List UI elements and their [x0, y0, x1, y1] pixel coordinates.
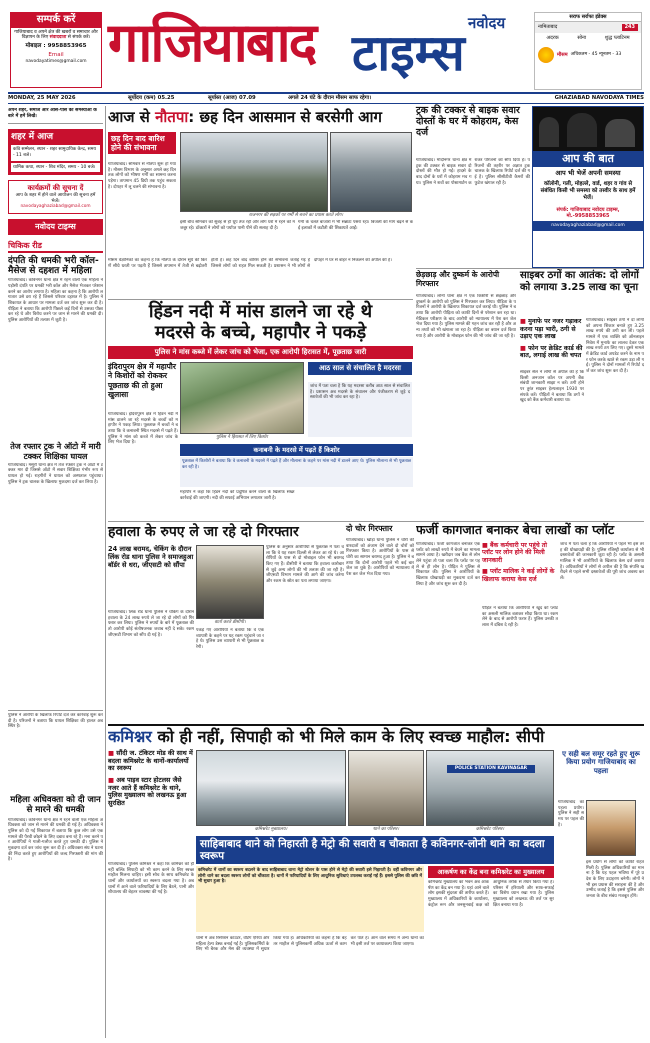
- market-item: अदरक: [546, 34, 559, 41]
- commissioner-body: गाजियाबाद। पुलिस कमिश्नर ने कहा कि कमिश्नर को ही नहीं बल्कि सिपाही को भी काम करने के लिए स्वच्छ माहौल मिलना चाहिए। इसी सोच के साथ कमिश्नरेट के थानों और कार्यालयों का स्वरूप बदला गया है। अब थानों में आने वाले फरियादियों के लिए बैठने, पानी और शौचालय की बेहतर व्यवस्था की गई है।: [108, 862, 194, 896]
- brand-name: टाइम्स: [352, 24, 465, 82]
- market-item: सोना: [577, 34, 587, 41]
- right-top-headline: ट्रक की टक्कर से बाइक सवार दोस्तों के घर में कोहराम, केस दर्ज: [416, 105, 520, 138]
- hawala-photo: [196, 545, 264, 619]
- hindan-photo-caption: पुलिस ने हिरासत में लिए किशोर: [216, 435, 268, 440]
- lead-body: गाजियाबाद। सोमवार से नौतपा शुरू हो गया है। मौसम विभाग के अनुसार अगले छह दिन तक लोगों को भीषण गर्मी का सामना करना पड़ेगा। तापमान 45 डिग्री तक पहुंच सकता है। दोपहर में लू चलने की संभावना है।: [108, 162, 176, 190]
- mid-right-story-title: छेड़छाड़ और दुष्कर्म के आरोपी गिरफ्तार: [416, 270, 500, 288]
- hawala-body: गाजियाबाद। लिंक रोड थाना पुलिस ने चेकिंग के दौरान हवाला के 24 लाख रुपये ले जा रहे दो लोगों को गिरफ्तार कर लिया। पुलिस ने रुपयों के बारे में पूछताछ की तो आरोपी कोई संतोषजनक जवाब नहीं दे सके। रकम जीएसटी विभाग को सौंप दी गई है।: [108, 610, 194, 638]
- lead-kicker: आज से: [108, 108, 150, 126]
- mid-right-story-body: गाजियाबाद। लोनी थाना क्षेत्र में एक किशोरी से छेड़छाड़ और दुष्कर्म के आरोपी को पुलिस ने गिरफ्तार कर लिया। पीड़िता के परिजनों ने आरोपी के खिलाफ शिकायत दर्ज कराई थी। पुलिस ने बताया कि आरोपी पीड़िता को काफी दिनों से परेशान कर रहा था। मेडिकल परीक्षण के बाद आरोपी को न्यायालय में पेश कर जेल भेज दिया गया है। पुलिस मामले की गहन जांच कर रही है और अन्य तथ्यों को भी खंगाला जा रहा है। पीड़िता का बयान दर्ज किया गया है और आरोपी के मोबाइल फोन की भी जांच की जा रही है।: [416, 294, 516, 339]
- fake-point: [482, 568, 558, 583]
- commissioner-points: [108, 750, 194, 808]
- fake-body: पीड़ित ने बताया कि आरोपियों ने खुद को प्लॉट का असली मालिक बताकर सौदा किया था। रकम लेने के बाद से आरोपी फरार हैं। पुलिस उनकी तलाश में दबिश दे रही है।: [482, 606, 558, 629]
- city-item: धार्मिक कथा, स्थान - शिव मंदिर, समय - 10 बजे।: [11, 163, 100, 173]
- lead-photo-caption: राजनगर की सड़कों पर गर्मी से बचने का प्रयास करते लोग।: [248, 213, 344, 218]
- weather-label: मौसम: [557, 51, 568, 58]
- hindan-bar-body: पूछताछ में किशोरों ने बताया कि वे कनाबनी के मदरसे में पढ़ते हैं और मौलाना के कहने पर मांस नदी में डालने आए थे। पुलिस मौलाना से भी पूछताछ कर रही है।: [180, 457, 413, 487]
- weather-detail: अधिकतम - 45 न्यूनतम - 33: [570, 51, 622, 57]
- lead-body: मौसम वैज्ञानिकों का कहना है कि नौतपा के दौरान सूर्य की किरणें सीधे धरती पर पड़ती हैं जिससे तापमान में तेजी से बढ़ोतरी होती है। छह दिन बाद बारिश होने की संभावना जताई गई है जिससे लोगों को राहत मिल सकती है। प्रशासन ने भी लोगों से दोपहर में घर से बाहर न निकलने की अपील की है।: [108, 258, 392, 269]
- sahibabad-body: थानों में अब रिसेप्शन काउंटर, वेटिंग एरिया और महिला हेल्प डेस्क बनाई गई है। पुलिसकर्मियों के लिए भी बैरक और मेस की व्यवस्था में सुधार किया गया है। अधिकारियों का कहना है कि बेहतर माहौल से पुलिसकर्मी अधिक ऊर्जा से काम कर पाते हैं। आने वाले समय में अन्य थानों का भी इसी तर्ज पर कायाकल्प किया जाएगा।: [196, 936, 424, 953]
- aap-ki-baat-sub: आप भी भेजें अपनी समस्या: [555, 168, 621, 177]
- hindan-headline-line2: मदरसे के बच्चे, महापौर ने पकड़े: [154, 321, 367, 343]
- hindan-body: महापौर ने कहा कि हिंडन नदी को प्रदूषित करने वालों के खिलाफ सख्त कार्रवाई की जाएगी। नदी की सफाई अभियान लगातार जारी है।: [180, 490, 295, 501]
- commissioner-caption-3: कमिश्नरेट परिसर।: [475, 827, 505, 832]
- fake-body: जांच में पता चला है कि आरोपियों ने पहले भी इस तरह की धोखाधड़ी की है। पुलिस रजिस्ट्री कार्यालय से भी दस्तावेजों की जानकारी जुटा रही है। प्लॉट के असली मालिक ने भी आरोपियों के खिलाफ केस दर्ज कराया है। अधिकारियों ने लोगों से अपील की है कि संपत्ति खरीदने से पहले सभी दस्तावेजों की पूरी जांच अवश्य कर लें।: [560, 542, 644, 582]
- promo-right-body: गाजियाबाद का पहला प्रयोग। पुलिस ने सही समय पर पहल की है।: [558, 800, 584, 828]
- left-story-body: गाजियाबाद। कविनगर थाना क्षेत्र में रहने वाली एक महिला अधिवक्ता को जान से मारने की धमकी दी गई है। अधिवक्ता ने पुलिस को दी गई शिकायत में बताया कि कुछ लोग उसे एक मामले की पैरवी छोड़ने के लिए दबाव बना रहे हैं। मना करने पर आरोपियों ने गाली-गलौज करते हुए धमकी दी। पुलिस ने मुकदमा दर्ज कर जांच शुरू कर दी है। अधिवक्ता संघ ने घटना की निंदा करते हुए आरोपियों की जल्द गिरफ्तारी की मांग की है।: [8, 817, 103, 863]
- fake-point: [482, 542, 558, 564]
- hindan-tag-body: जांच में पता चला है कि यह मदरसा करीब आठ साल से संचालित है। प्रशासन अब मदरसे के संचालन और पंजीकरण से जुड़े दस्तावेजों की भी जांच कर रहा है।: [308, 382, 412, 437]
- hindan-tag-box: आठ साल से संचालित है मदरसा: [308, 362, 412, 375]
- market-items: [535, 33, 641, 43]
- sahibabad-lede: कमिश्नरेट में थानों का स्वरूप बदलने के बाद साहिबाबाद थाना मेट्रो स्टेशन के पास होने से मेट्रो की सवारी इसे निहारती है। वहीं कविनगर और लोनी थाने का बदला स्वरूप लोगों को चौंकाता है। थानों में फरियादियों के लिए आधुनिक सुविधाएं उपलब्ध कराई गई हैं। इससे पुलिस की छवि में भी सुधार हुआ है।: [196, 866, 424, 932]
- city-box-title: शहर में आज: [11, 132, 54, 143]
- promo-highlight: संवाददाता: [49, 35, 67, 41]
- promo-right-photo: [586, 800, 636, 856]
- lead-headline-text: : छह दिन आसमान से बरसेगी आग: [188, 108, 382, 126]
- left-story-title: तेज रफ्तार ट्रक ने ऑटो में मारी टक्कर शिक्षिका घायल: [10, 442, 101, 461]
- intro-note: अपने शहर, समाज और आस-पास की समस्याओं के बारे में हमें लिखें।: [8, 108, 103, 124]
- side-story-title: दो चोर गिरफ्तार: [346, 524, 393, 533]
- left-story-body: गाजियाबाद। कविनगर थाना क्षेत्र में रहने वाली एक महिला ने पड़ोसी दंपति पर धमकी भरी कॉल और मैसेज भेजकर परेशान करने का आरोप लगाया है। महिला का कहना है कि आरोपी लगातार उसे डरा रहे हैं जिससे परिवार दहशत में है। पुलिस ने शिकायत के आधार पर मामला दर्ज कर जांच शुरू कर दी है। पीड़िता ने बताया कि आरोपी पिछले कई दिनों से उसका पीछा कर रहे थे और विरोध करने पर जान से मारने की धमकी दी। पुलिस आरोपियों की तलाश में जुटी है।: [8, 278, 103, 324]
- row-divider: [108, 521, 644, 522]
- lead-body: इसी बीच सोमवार को सुबह से ही धूप तेज रही और लोग घरों में रहने को मजबूर रहे। डॉक्टरों ने लोगों को पर्याप्त पानी पीने की सलाह दी है।: [180, 220, 295, 231]
- bullet-icon: ■: [520, 344, 529, 352]
- commissioner-headline-text: को ही नहीं, सिपाही को भी मिले काम के लिए स्वच्छ माहौल: सीपी: [157, 727, 545, 746]
- cyber-body: साइबर सेल ने लोगों से अपील की है कि किसी अनजान कॉल पर अपनी बैंक संबंधी जानकारी साझा न करें। ठगी होने पर तुरंत साइबर हेल्पलाइन 1930 पर संपर्क करें। पीड़ितों ने बताया कि ठगों ने खुद को बैंक कर्मचारी बताया था।: [520, 370, 584, 404]
- commissioner-point: [108, 750, 194, 773]
- sahibabad-box-body: कमिश्नरेट मुख्यालय का भवन अब आकर्षण का केंद्र बन गया है। यहां आने वाले लोग इसकी सुंदरता की तारीफ करते हैं। मुख्यालय में अधिकारियों के कार्यालय, कंट्रोल रूम और जनसुनवाई कक्ष को आधुनिक तरीके से तैयार किया गया है। परिसर में हरियाली और साफ-सफाई का विशेष ध्यान रखा गया है। पुलिस मुख्यालय को लखनऊ की तर्ज पर सुरक्षित बनाया गया है।: [428, 880, 554, 908]
- commissioner-point-text: अब पाइव स्टार होटलस जैसे नजर आते हैं कमिश्नरेट के थाने, पुलिस मुख्यालय को लखनऊ हुआ सुरक्षित: [108, 776, 187, 808]
- market-row: [535, 22, 641, 32]
- market-value: 243: [622, 24, 638, 30]
- police-station-sign: POLICE STATION KAVINAGAR: [447, 765, 535, 773]
- hindan-headline-line1: हिंडन नदी में मांस डालने जा रहे थे: [148, 301, 373, 322]
- fake-headline: फर्जी कागजात बनाकर बेचा लाखों का प्लॉट: [416, 522, 615, 537]
- left-story-title: महिला अधिवक्ता को दी जान से मारने की धमकी: [10, 795, 101, 815]
- fake-body: गाजियाबाद। फर्जी कागजात बनाकर एक प्लॉट को लाखों रुपये में बेचने का मामला सामने आया है। खरीदार जब बैंक से लोन लेने पहुंचा तो पता चला कि प्लॉट पर पहले से ही लोन है। पीड़ित ने पुलिस से शिकायत की। पुलिस ने आरोपियों के खिलाफ धोखाधड़ी का मुकदमा दर्ज कर लिया है और जांच शुरू कर दी है।: [416, 542, 480, 587]
- dateline: [8, 92, 644, 104]
- masthead: [0, 0, 650, 92]
- left-column: [8, 108, 103, 708]
- cyber-point-text: फोन पर क्रेडिट कार्ड की बात, लगाई लाख की चपत: [520, 344, 583, 360]
- commissioner-headline: [108, 724, 644, 746]
- bullet-icon: ■: [482, 568, 491, 576]
- market-box: [534, 12, 642, 90]
- promo-email: navodayatimes@gmail.com: [25, 59, 87, 65]
- promo-tail: से संपर्क करें।: [67, 35, 91, 41]
- left-column-lower: [8, 710, 103, 1038]
- row-divider: [416, 268, 644, 269]
- left-story-body: गाजियाबाद। मसूरी थाना क्षेत्र में तेज रफ्तार ट्रक ने ऑटो में टक्कर मार दी जिससे ऑटो में सवार शिक्षिका गंभीर रूप से घायल हो गई। राहगीरों ने घायल को अस्पताल पहुंचाया। पुलिस ने ट्रक चालक के खिलाफ मुकदमा दर्ज कर लिया है।: [8, 462, 103, 485]
- bullet-icon: ■: [108, 776, 117, 785]
- brand-city: गाजियाबाद: [108, 11, 316, 74]
- bullet-icon: ■: [482, 542, 491, 549]
- hindan-photo: [180, 362, 304, 434]
- aap-ki-baat-email: navodayaghaziabad@gmail.com: [533, 221, 643, 231]
- sahibabad-box-title: आकर्षण का केंद्र बना कमिश्नरेट का मुख्यालय: [428, 866, 554, 878]
- side-story-body: गाजियाबाद। खोड़ा थाना पुलिस ने चोरी की वारदातों को अंजाम देने वाले दो चोरों को गिरफ्तार किया है। आरोपियों के पास से चोरी का सामान बरामद हुआ है। पुलिस ने बताया कि दोनों आरोपी पहले भी कई बार जेल जा चुके हैं। आरोपियों को न्यायालय में पेश कर जेल भेज दिया गया।: [346, 538, 414, 578]
- aap-ki-baat-illustration: [533, 107, 643, 151]
- row-divider: [108, 299, 413, 300]
- complaint-title: कार्यक्रमों की सूचना दें: [27, 184, 84, 193]
- hindan-headline: [108, 302, 413, 343]
- bullet-icon: ■: [108, 749, 117, 757]
- left-story-body: पुलिस ने आरोपी के खिलाफ रिपोर्ट दर्ज कर कार्रवाई शुरू कर दी है। परिजनों ने बताया कि घायल शिक्षिका की हालत अब स्थिर है।: [8, 713, 103, 730]
- fake-points: [482, 542, 558, 583]
- commissioner-photo-1: [196, 750, 346, 826]
- cyber-headline: साइबर ठगों का आतंक: दो लोगों को लगाया 3.25 लाख का चूना: [520, 270, 639, 293]
- lead-body: गर्मी के चलते बाजारों में भी सन्नाटा पसरा रहा। बिजली की मांग बढ़ने से कई इलाकों में कटौती की शिकायतें आईं।: [298, 220, 413, 231]
- aap-ki-baat-contact: संपर्क: गाजियाबाद नवोदय टाइम्स, मो.-9958853965: [556, 206, 620, 220]
- cyber-points: [520, 318, 584, 360]
- hawala-photo-caption: वार्ता करते डीसीपी।: [214, 620, 246, 625]
- aap-ki-baat-title: आप की बात: [533, 151, 643, 167]
- promo-right-body: इस प्रयोग से लोगों को काफी राहत मिली है। पुलिस अधिकारियों का मानना है कि यह पहल भविष्य में पूरे प्रदेश के लिए उदाहरण बनेगी। लोगों ने भी इस प्रयास की सराहना की है और उम्मीद जताई है कि इससे पुलिस और जनता के बीच संबंध मजबूत होंगे।: [586, 860, 644, 900]
- weather-row: [535, 43, 641, 67]
- hawala-body: पुलिस के अनुसार आरोपियों से पूछताछ में पता चला कि वे यह रकम दिल्ली से लेकर आ रहे थे। आरोपियों के पास से दो मोबाइल फोन भी बरामद किए गए हैं। डीसीपी ने बताया कि हवाला कारोबार से जुड़े अन्य लोगों की भी तलाश की जा रही है। जीएसटी विभाग मामले की आगे की जांच करेगा और रकम के स्रोत का पता लगाया जाएगा।: [266, 545, 344, 585]
- cyber-point: [520, 318, 584, 341]
- promo-body: [11, 28, 101, 44]
- city-item: कवि सम्मेलन, स्थान - शहर सामुदायिक केन्द्र, समय - 11 बजे।: [11, 145, 100, 160]
- column-divider: [105, 106, 106, 1038]
- commissioner-photo-3: [426, 750, 554, 826]
- complaint-body: आप के शहर में होने वाले आयोजन की सूचना हमें भेजें।: [15, 193, 96, 204]
- promo-box: [10, 12, 102, 88]
- fake-point-text: प्लॉट मालिक ने कई लोगों के खिलाफ कराया केस दर्ज: [482, 568, 555, 583]
- lead-photo: [180, 132, 328, 212]
- hindan-strap: पुलिस ने मांस कब्जे में लेकर जांच को भेजा, एक आरोपी हिरासत में, पूछताछ जारी: [108, 346, 413, 359]
- lead-photo-side: [330, 132, 412, 212]
- aap-ki-baat-box: [532, 106, 644, 268]
- sahibabad-headline: साहिबाबाद थाने को निहारती है मेट्रो की सवारी व चौकाता है कविनगर-लोनी थाने का बदला स्वरूप: [196, 836, 554, 864]
- hindan-sub: इंदिरापुरम क्षेत्र में महापौर ने किशोरों को रोककर पूछताछ की तो हुआ खुलासा: [108, 362, 176, 400]
- promo-right-headline: ए सही बल समूर रहते हुए शुरू किया प्रयोग गाजियाबाद का पहला: [562, 750, 640, 775]
- section-label: चिकिक रीड: [8, 241, 103, 253]
- hindan-bar: कनाबनी के मदरसे में पढ़ते हैं किशोर: [180, 444, 413, 456]
- promo-title: सम्पर्क करें: [11, 13, 101, 28]
- fake-point-text: बैंक कर्मचारी पर पहुंचे तो प्लॉट पर लोन होने की मिली जानकारी: [482, 542, 547, 564]
- promo-mobile: मोबाइल : 9958853965: [25, 43, 87, 50]
- commissioner-point: [108, 777, 194, 808]
- hindan-body: गाजियाबाद। इंदिरापुरम क्षेत्र में हिंडन नदी में मांस डालने जा रहे मदरसे के बच्चों को महापौर ने पकड़ लिया। पूछताछ में बच्चों ने बताया कि वे कनाबनी स्थित मदरसे में पढ़ते हैं। पुलिस ने मांस को कब्जे में लेकर जांच के लिए भेज दिया है।: [108, 412, 178, 446]
- complaint-box: [8, 180, 103, 213]
- lead-headline: [108, 108, 413, 130]
- cyber-point: [520, 345, 584, 360]
- right-top-body: गाजियाबाद। मोदीनगर थाना क्षेत्र में ट्रक की टक्कर से बाइक सवार दो दोस्तों की मौत हो गई। हादसे के बाद दोनों के घरों में कोहराम मच गया। पुलिस ने शवों का पोस्टमार्टम कराकर परिजनों को सौंप दिया है। परिजनों की तहरीर पर अज्ञात ट्रक चालक के खिलाफ रिपोर्ट दर्ज की गई है। पुलिस सीसीटीवी कैमरों की फुटेज खंगाल रही है।: [416, 158, 530, 186]
- lead-kicker-red: नौतपा: [155, 108, 189, 126]
- hawala-headline: हवाला के रुपए ले जा रहे दो गिरफ्तार: [108, 524, 299, 540]
- hawala-sub: 24 लाख बरामद, चेकिंग के दौरान लिंक रोड थाना पुलिस ने समाजहुआ बॉर्डर से धरा, जीएसटी को सौंपा: [108, 545, 194, 570]
- lead-sub: छह दिन बाद बारिश होने की संभावना: [108, 132, 176, 154]
- complaint-email: navodayaghaziabad@gmail.com: [20, 204, 91, 210]
- date: MONDAY, 25 MAY 2026: [8, 95, 76, 102]
- cyber-point-text: मुनाफे पर नजर गड़ाकर करना पड़ा भारी, ठगी से उड़ाए एक लाख: [520, 318, 582, 341]
- commissioner-point-text: सौंदी ज. टंकिटर मोड की साथ में बदला कमिश्नरेट के थानों-कार्यालयों का स्वरूप: [108, 749, 193, 773]
- ticker: अगले 24 घंटे के दौरान मौसम साफ रहेगा।: [288, 95, 372, 102]
- commissioner-caption-1: कमिश्नरेट मुख्यालय।: [254, 827, 288, 832]
- sunrise: सूर्योदय (कम) 05.25: [128, 95, 175, 102]
- city-box: [8, 129, 103, 175]
- market-title: सराफ सर्राफा इंडेक्स: [535, 13, 641, 22]
- aap-ki-baat-body: कॉलोनी, गली, मोहल्ले, वार्ड, शहर व गांव से संबंधित किसी भी समस्या को तस्वीर के साथ हमें भेजें।: [540, 180, 636, 202]
- left-story-title: दंपति की धमकी भरी कॉल-मैसेज से दहशत में महिला: [8, 255, 99, 277]
- commissioner-photo-2: [348, 750, 424, 826]
- sunset: सूर्यास्त (आज) 07.09: [208, 95, 256, 102]
- promo-email-label: Email: [48, 52, 64, 59]
- brand-small: नवोदय: [468, 14, 506, 32]
- logo-box: नवोदय टाइम्स: [8, 219, 103, 235]
- bullet-icon: ■: [520, 318, 529, 325]
- sun-icon: [538, 47, 554, 63]
- market-item: शुद्ध प्लाटिनम: [604, 34, 630, 41]
- cyber-body: गाजियाबाद। साइबर ठगों ने दो लोगों को अपना शिकार बनाते हुए 3.25 लाख रुपये की ठगी कर ली। पहले मामले में एक व्यक्ति को ऑनलाइन निवेश में मुनाफे का लालच देकर एक लाख रुपये ठग लिए गए। दूसरे मामले में क्रेडिट कार्ड अपडेट करने के नाम पर फोन करके खाते से रकम उड़ा ली गई। पुलिस ने दोनों मामलों में रिपोर्ट दर्ज कर जांच शुरू कर दी है।: [586, 318, 644, 375]
- commissioner-headline-red: कमिश्नर: [108, 727, 152, 746]
- hawala-body: पकड़े गए आरोपियों ने बताया कि वे एक व्यापारी के कहने पर यह रकम पहुंचाने जा रहे थे। पुलिस उस व्यापारी से भी पूछताछ करेगी।: [196, 628, 264, 651]
- promo-body-text: गाजियाबाद व अपने क्षेत्र की खबरों व समाचार और विज्ञापन के लिए: [14, 29, 98, 41]
- market-city: नामिताबाद: [538, 24, 558, 31]
- commissioner-caption-2: थाने का परिसर।: [372, 827, 400, 832]
- edition: GHAZIABAD NAVODAYA TIMES: [554, 95, 644, 102]
